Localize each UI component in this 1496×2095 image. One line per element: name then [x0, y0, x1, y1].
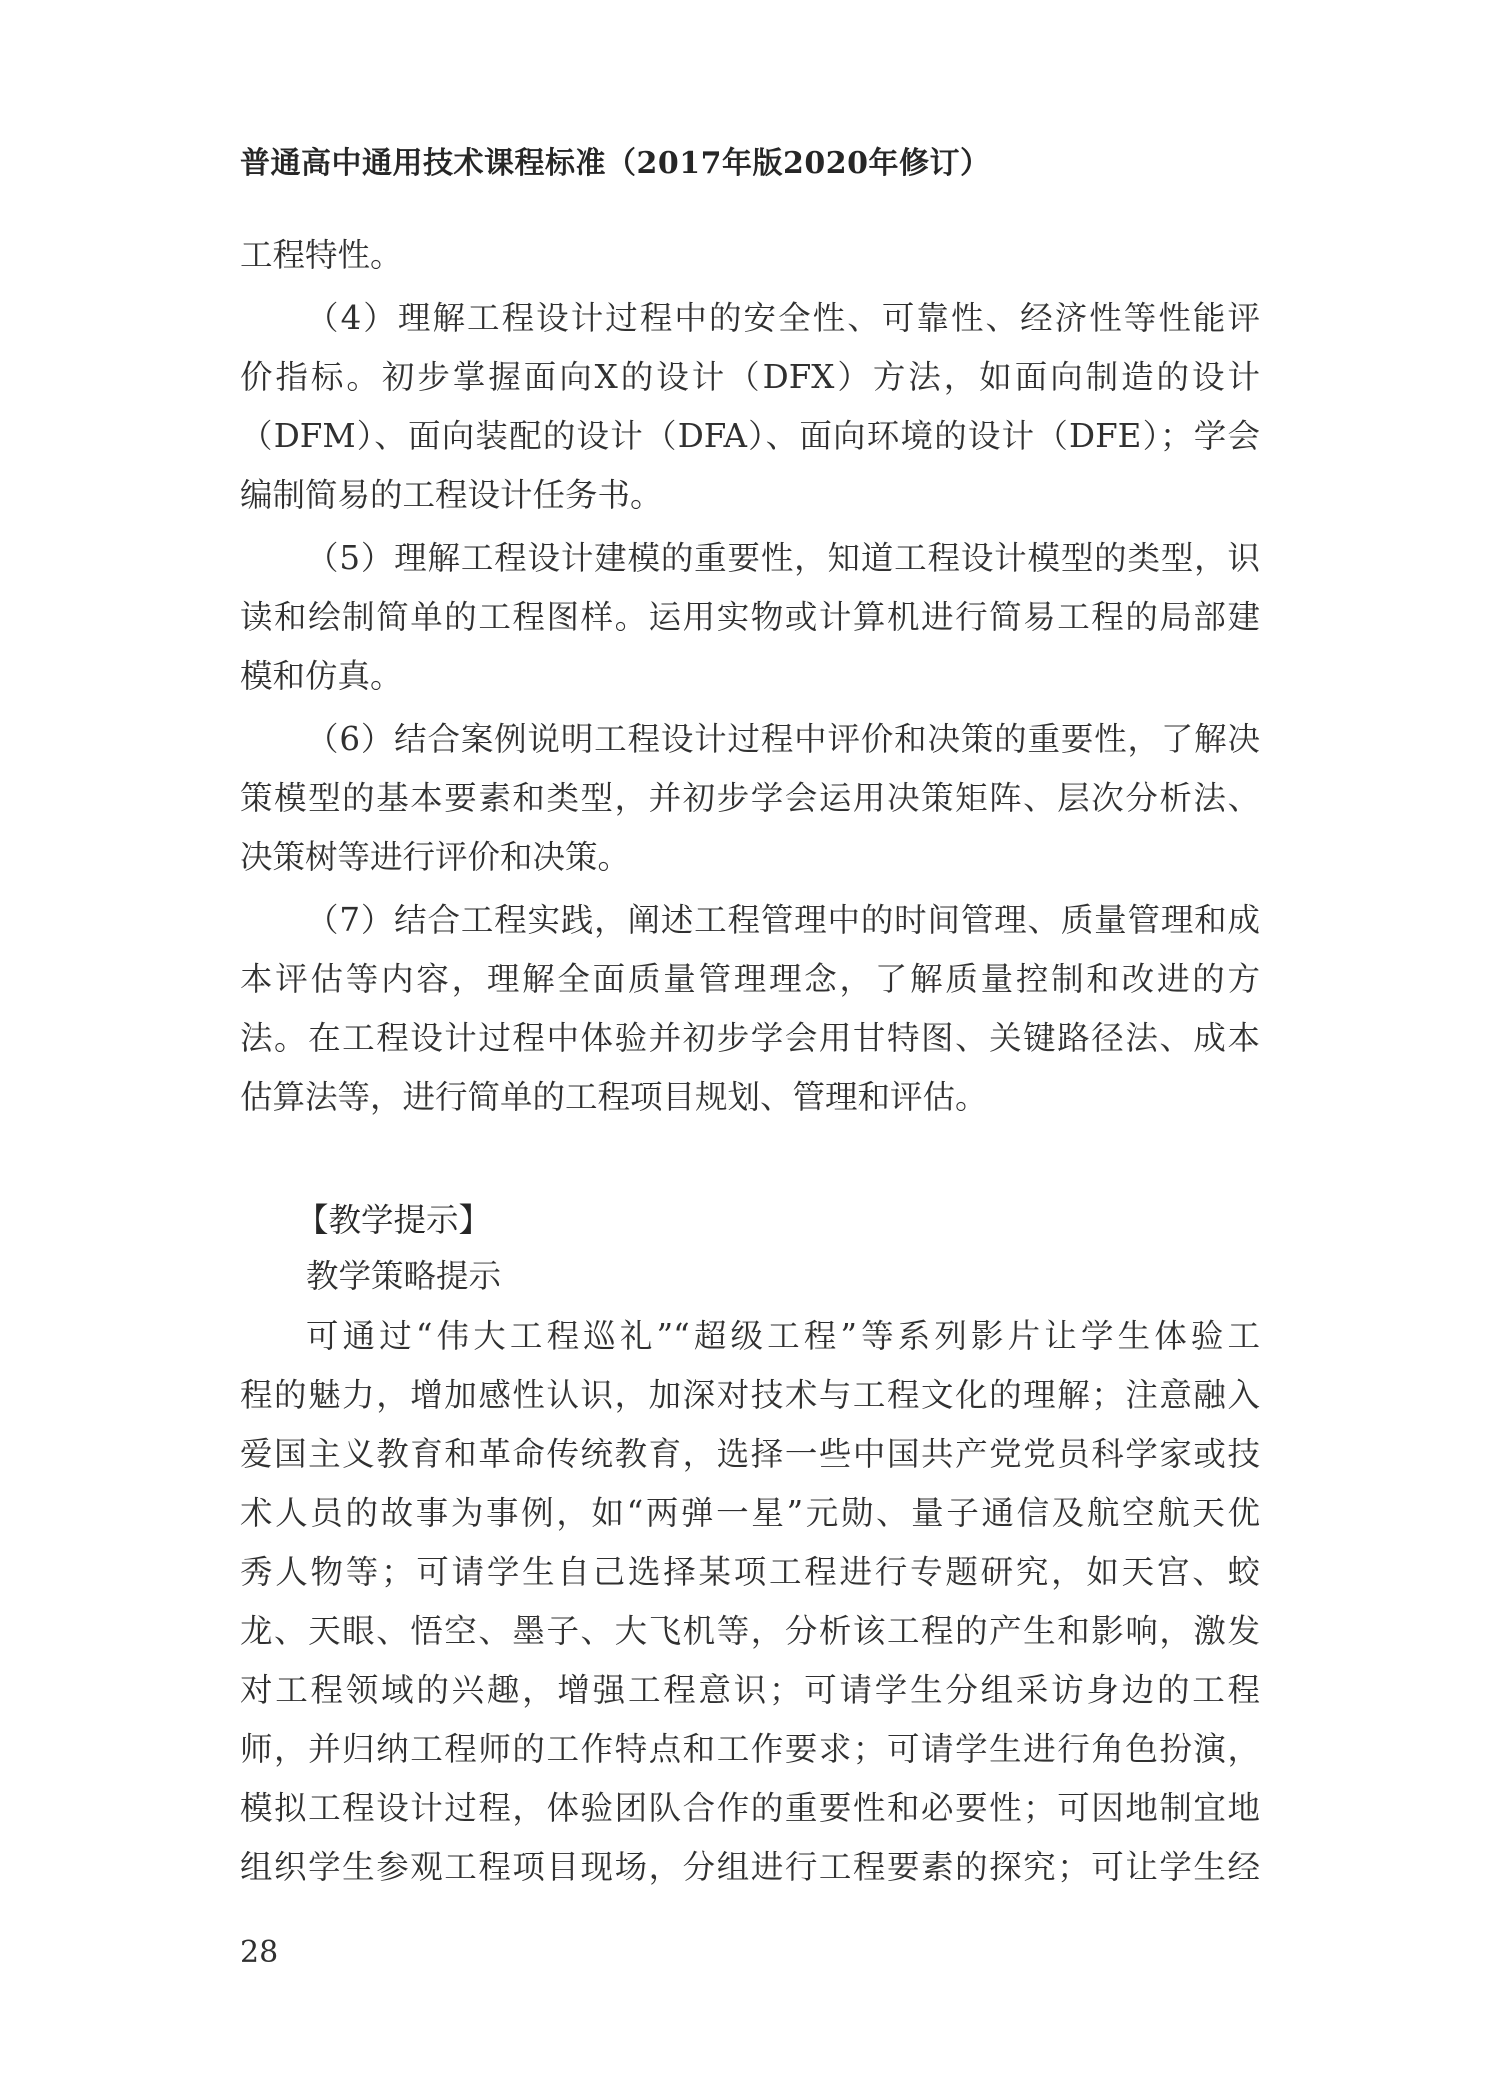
- paragraph-line: 工程特性。: [240, 236, 403, 274]
- paragraph-line: 龙、天眼、悟空、墨子、大飞机等，分析该工程的产生和影响，激发: [240, 1612, 1260, 1650]
- paragraph-line: 可通过“伟大工程巡礼”“超级工程”等系列影片让学生体验工: [306, 1317, 1260, 1355]
- paragraph-line: （7）结合工程实践，阐述工程管理中的时间管理、质量管理和成: [306, 901, 1260, 939]
- paragraph-line: （4）理解工程设计过程中的安全性、可靠性、经济性等性能评: [306, 299, 1260, 337]
- section-heading: 【教学提示】: [296, 1201, 492, 1239]
- paragraph-line: 决策树等进行评价和决策。: [240, 838, 631, 876]
- paragraph-line: 编制简易的工程设计任务书。: [240, 476, 663, 514]
- subheading: 教学策略提示: [306, 1257, 502, 1295]
- paragraph-line: 程的魅力，增加感性认识，加深对技术与工程文化的理解；注意融入: [240, 1376, 1260, 1414]
- paragraph-line: 组织学生参观工程项目现场，分组进行工程要素的探究；可让学生经: [240, 1848, 1260, 1886]
- paragraph-line: （6）结合案例说明工程设计过程中评价和决策的重要性，了解决: [306, 720, 1260, 758]
- paragraph-line: 师，并归纳工程师的工作特点和工作要求；可请学生进行角色扮演，: [240, 1730, 1260, 1768]
- paragraph-line: 秀人物等；可请学生自己选择某项工程进行专题研究，如天宫、蛟: [240, 1553, 1260, 1591]
- running-header: 普通高中通用技术课程标准（2017年版2020年修订）: [240, 146, 991, 181]
- paragraph-line: 爱国主义教育和革命传统教育，选择一些中国共产党党员科学家或技: [240, 1435, 1260, 1473]
- paragraph-line: 对工程领域的兴趣，增强工程意识；可请学生分组采访身边的工程: [240, 1671, 1260, 1709]
- paragraph-line: （DFM）、面向装配的设计（DFA）、面向环境的设计（DFE）；学会: [240, 417, 1260, 455]
- paragraph-line: 法。在工程设计过程中体验并初步学会用甘特图、关键路径法、成本: [240, 1019, 1260, 1057]
- paragraph-line: （5）理解工程设计建模的重要性，知道工程设计模型的类型，识: [306, 539, 1260, 577]
- paragraph-line: 本评估等内容，理解全面质量管理理念，了解质量控制和改进的方: [240, 960, 1260, 998]
- paragraph-line: 价指标。初步掌握面向X的设计（DFX）方法，如面向制造的设计: [240, 358, 1260, 396]
- paragraph-line: 读和绘制简单的工程图样。运用实物或计算机进行简易工程的局部建: [240, 598, 1260, 636]
- paragraph-line: 估算法等，进行简单的工程项目规划、管理和评估。: [240, 1078, 988, 1116]
- paragraph-line: 模拟工程设计过程，体验团队合作的重要性和必要性；可因地制宜地: [240, 1789, 1260, 1827]
- paragraph-line: 策模型的基本要素和类型，并初步学会运用决策矩阵、层次分析法、: [240, 779, 1260, 817]
- paragraph-line: 模和仿真。: [240, 657, 403, 695]
- paragraph-line: 术人员的故事为事例，如“两弹一星”元勋、量子通信及航空航天优: [240, 1494, 1260, 1532]
- page-number: 28: [240, 1935, 279, 1970]
